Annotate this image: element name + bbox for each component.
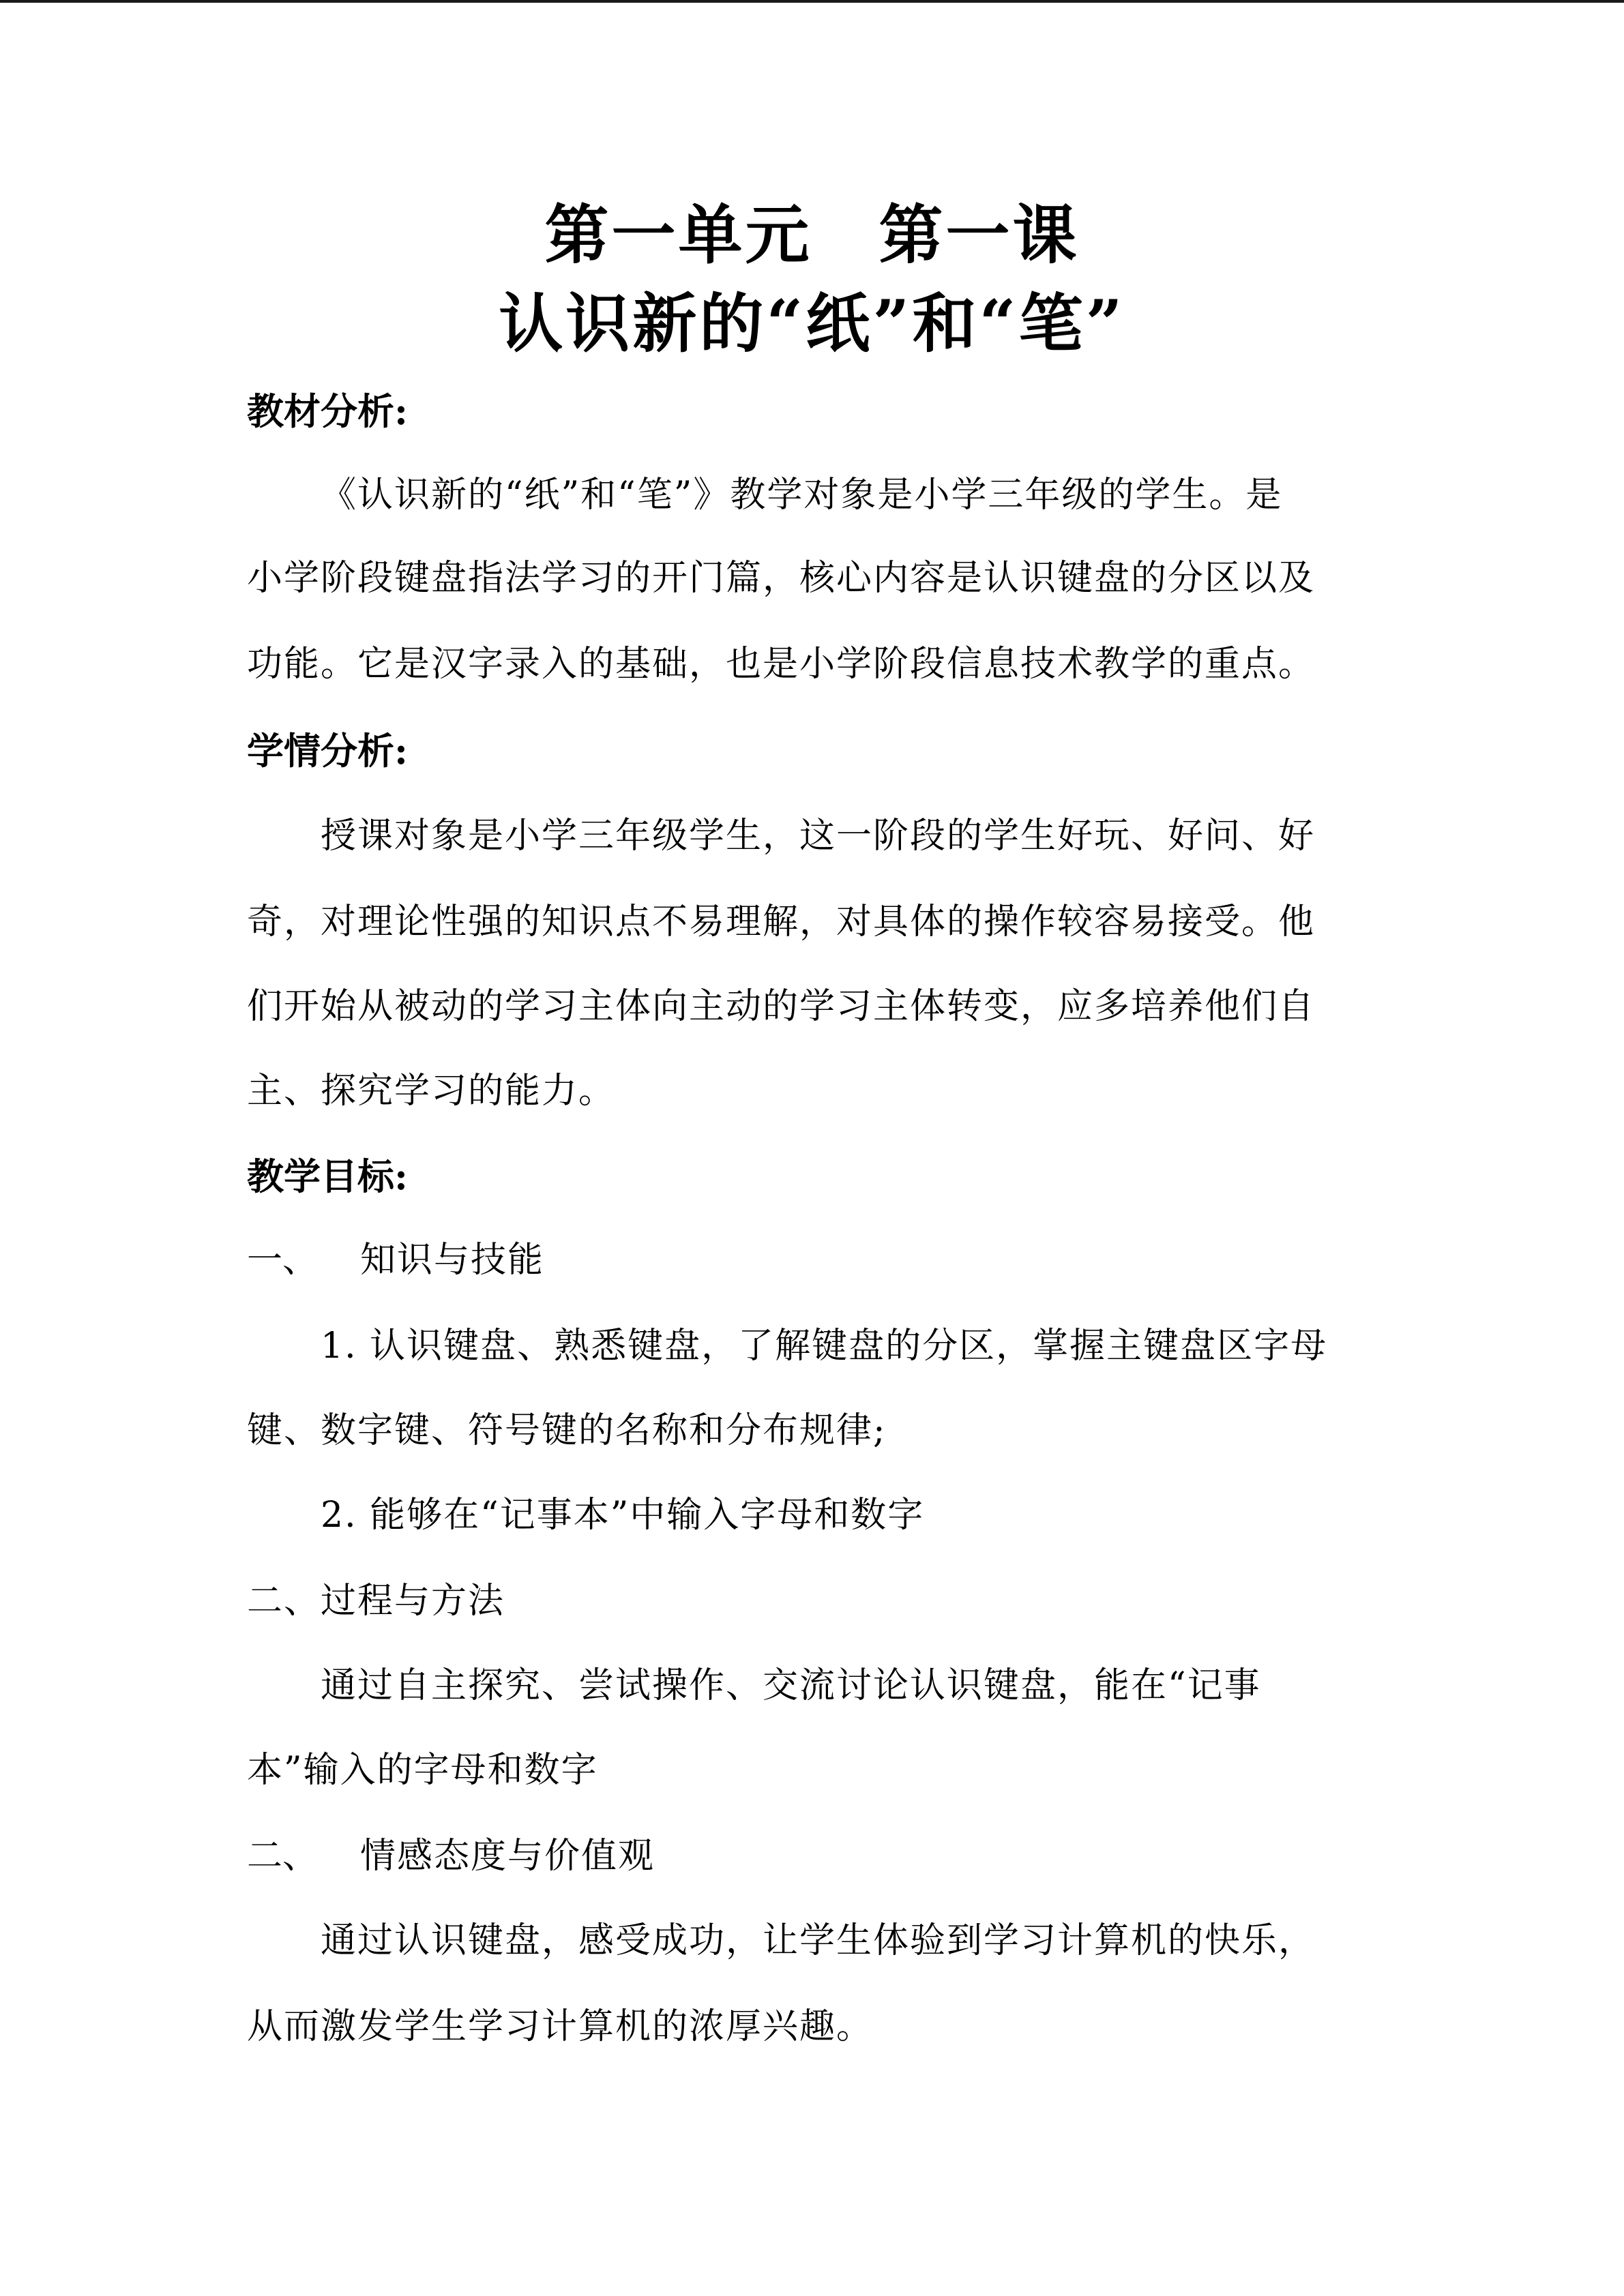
- objective-3-label: 二、: [247, 1836, 319, 1877]
- material-analysis-heading: 教材分析:: [247, 389, 408, 433]
- objective-3-line: 从而激发学生学习计算机的浓厚兴趣。: [247, 2006, 874, 2047]
- objective-2-line: 通过自主探究、尝试操作、交流讨论认识键盘，能在“记事: [321, 1665, 1261, 1706]
- objective-2-title: 二、过程与方法: [247, 1581, 505, 1622]
- material-analysis-line: 功能。它是汉字录入的基础，也是小学阶段信息技术教学的重点。: [247, 644, 1316, 685]
- lesson-unit-title: 第一单元 第一课: [544, 198, 1080, 273]
- objective-1-label: 一、: [247, 1240, 319, 1281]
- objective-3-title: 情感态度与价值观: [360, 1836, 655, 1877]
- student-analysis-line: 主、探究学习的能力。: [247, 1071, 616, 1112]
- material-analysis-line: 小学阶段键盘指法学习的开门篇，核心内容是认识键盘的分区以及: [247, 558, 1316, 599]
- student-analysis-line: 授课对象是小学三年级学生，这一阶段的学生好玩、好问、好: [321, 816, 1316, 856]
- lesson-title: 认识新的“纸”和“笔”: [499, 286, 1125, 361]
- student-analysis-heading: 学情分析:: [247, 729, 408, 773]
- objectives-heading: 教学目标:: [247, 1154, 408, 1198]
- student-analysis-line: 们开始从被动的学习主体向主动的学习主体转变，应多培养他们自: [247, 986, 1316, 1027]
- objective-3-line: 通过认识键盘，感受成功，让学生体验到学习计算机的快乐，: [321, 1920, 1316, 1961]
- objective-1-line: 1. 认识键盘、熟悉键盘，了解键盘的分区，掌握主键盘区字母: [321, 1326, 1328, 1367]
- objective-1-title: 知识与技能: [360, 1240, 545, 1281]
- objective-2-line: 本”输入的字母和数字: [247, 1750, 598, 1791]
- objective-1-line: 键、数字键、符号键的名称和分布规律;: [247, 1410, 887, 1451]
- material-analysis-line: 《认识新的“纸”和“笔”》教学对象是小学三年级的学生。是: [321, 475, 1283, 516]
- objective-1-line: 2. 能够在“记事本”中输入字母和数字: [321, 1495, 925, 1536]
- student-analysis-line: 奇，对理论性强的知识点不易理解，对具体的操作较容易接受。他: [247, 901, 1316, 942]
